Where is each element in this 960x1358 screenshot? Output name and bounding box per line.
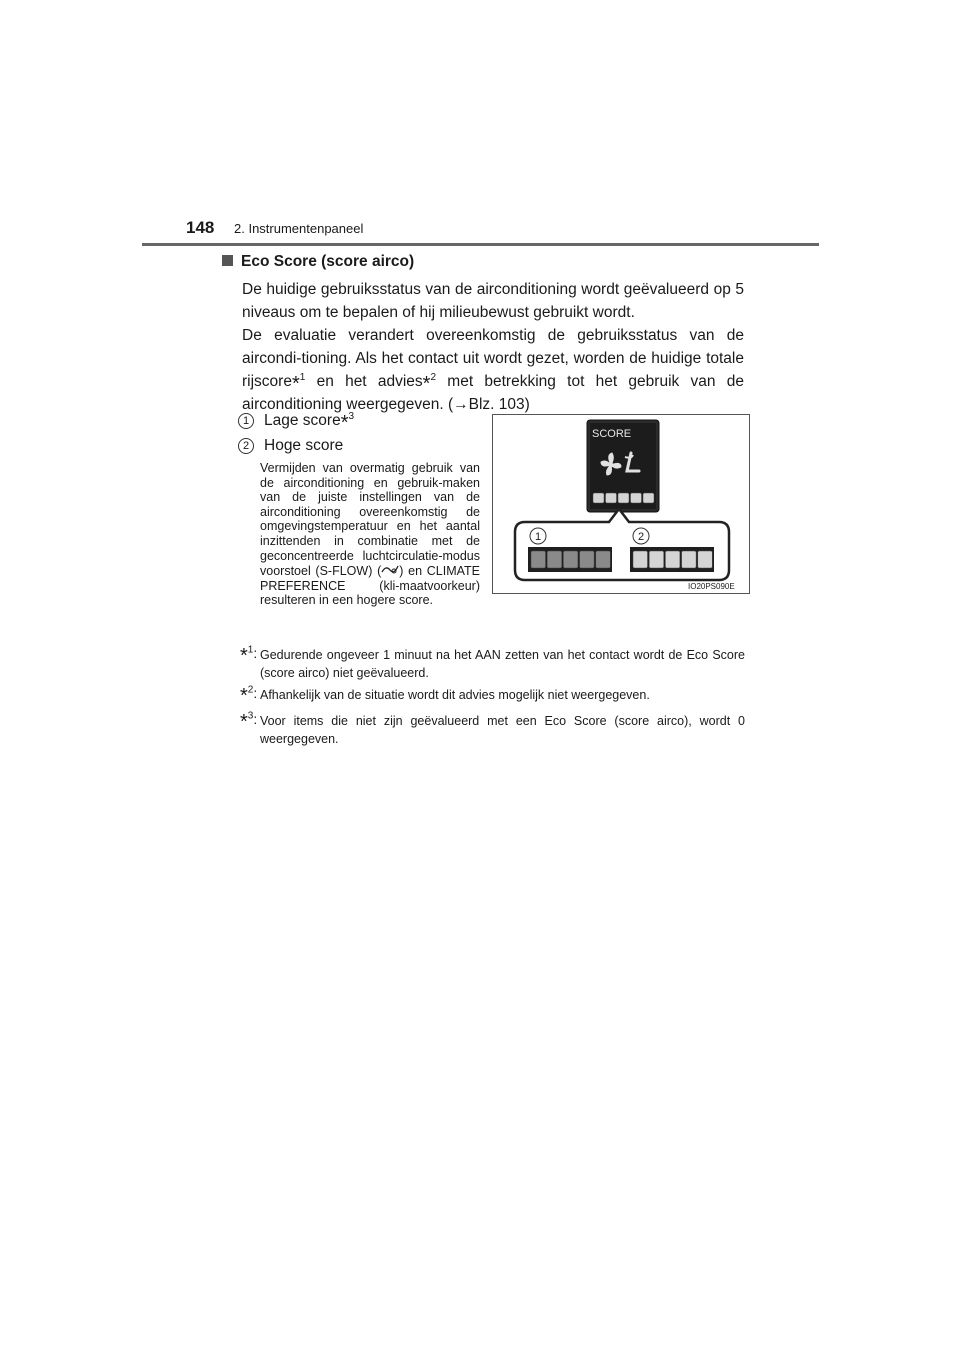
score-segment	[631, 493, 642, 503]
high-score-bar	[633, 551, 712, 568]
footnote-number: 3	[247, 710, 254, 722]
item-label: Lage score	[264, 412, 341, 429]
screen-label: SCORE	[592, 428, 632, 440]
paragraph-intro: De huidige gebruiksstatus van de airconditioning wordt geëvalueerd op 5 niveaus om te bepalen of hij milieubewust gebruikt wordt.	[242, 281, 744, 321]
description-text-a: Vermijden van overmatig gebruik van de airconditioning en gebruik-maken van de juiste instellingen van de airconditioning overeenkomstig de omgevingstemperatuur en het aantal inzittenden in combinatie met de geconcentreerde luchtcirculatie-modus voorstoel (S-FLOW) (	[260, 461, 480, 579]
asterisk-mark: *	[422, 373, 431, 395]
score-segment	[563, 551, 578, 568]
high-score-description	[260, 461, 480, 608]
square-bullet-icon	[222, 255, 233, 266]
paragraph-evaluation	[242, 324, 744, 416]
score-segment	[633, 551, 648, 568]
asterisk-mark: *	[240, 711, 248, 733]
footnote-text: Afhankelijk van de situatie wordt dit advies mogelijk niet weergegeven.	[260, 688, 650, 702]
footnote-ref-2: 2	[430, 371, 437, 383]
footnote-ref-1: 1	[299, 371, 306, 383]
page-number: 148	[186, 218, 215, 237]
section-title-text: Eco Score (score airco)	[241, 253, 415, 270]
section-title	[222, 253, 414, 271]
score-segment	[531, 551, 546, 568]
screen-score-bar	[593, 493, 654, 503]
footnote-marker: *$^1$:	[240, 644, 258, 667]
figure-svg	[493, 415, 749, 593]
arrow-right-icon: →	[453, 396, 469, 413]
score-segment	[596, 551, 611, 568]
score-segment	[682, 551, 697, 568]
score-segment	[580, 551, 595, 568]
callout-number-icon: 1	[238, 413, 254, 429]
footnote-text: Gedurende ongeveer 1 minuut na het AAN zetten van het contact wordt de Eco Score (score airco) niet geëvalueerd.	[260, 648, 745, 680]
score-segment	[547, 551, 562, 568]
score-segment	[649, 551, 664, 568]
paragraph-evaluation-text-c: met betrekking tot het gebruik van de airconditioning weergegeven. (	[242, 373, 744, 413]
paragraph-evaluation-text-b: en het advies	[316, 373, 423, 390]
footnote-ref-3: 3	[348, 410, 355, 422]
paragraph-evaluation-text-a: De evaluatie verandert overeenkomstig de gebruiksstatus van de aircondi-tioning. Als het contact uit wordt gezet, worden de huidige totale rijscore	[242, 327, 744, 390]
score-segment	[606, 493, 617, 503]
list-item-low-score	[238, 410, 355, 434]
score-segment	[593, 493, 604, 503]
footnote-number: 2	[247, 684, 254, 696]
footnote-text: Voor items die niet zijn geëvalueerd met een Eco Score (score airco), wordt 0 weergegeven.	[260, 714, 745, 746]
footnote-number: 1	[247, 644, 254, 656]
description-text-b: ) en CLIMATE PREFERENCE (kli-maatvoorkeur) resulteren in een hogere score.	[260, 564, 480, 608]
asterisk-mark: *	[240, 685, 248, 707]
asterisk-mark: *	[291, 373, 300, 395]
footnote-2	[240, 684, 745, 707]
section-header: 2. Instrumentenpaneel	[234, 221, 364, 236]
footnote-3	[240, 712, 745, 748]
footnote-1	[240, 646, 745, 682]
item-label: Hoge score	[264, 437, 344, 454]
footnote-marker: *$^3$:	[240, 710, 258, 733]
callout-1-label: 1	[534, 531, 542, 543]
score-segment	[643, 493, 654, 503]
page-reference-link[interactable]: Blz. 103)	[468, 396, 530, 413]
s-flow-icon	[381, 563, 399, 579]
header-rule	[142, 243, 819, 246]
score-segment	[665, 551, 680, 568]
figure-code: IO20PS090E	[688, 582, 735, 591]
list-item-high-score	[238, 437, 343, 455]
score-segment	[618, 493, 629, 503]
eco-score-figure	[492, 414, 750, 594]
score-segment	[698, 551, 713, 568]
callout-number-icon: 2	[238, 438, 254, 454]
footnote-marker: *$^2$:	[240, 684, 258, 707]
asterisk-mark: *	[340, 412, 349, 434]
low-score-bar	[531, 551, 610, 568]
asterisk-mark: *	[240, 645, 248, 667]
callout-2-label: 2	[637, 531, 645, 543]
